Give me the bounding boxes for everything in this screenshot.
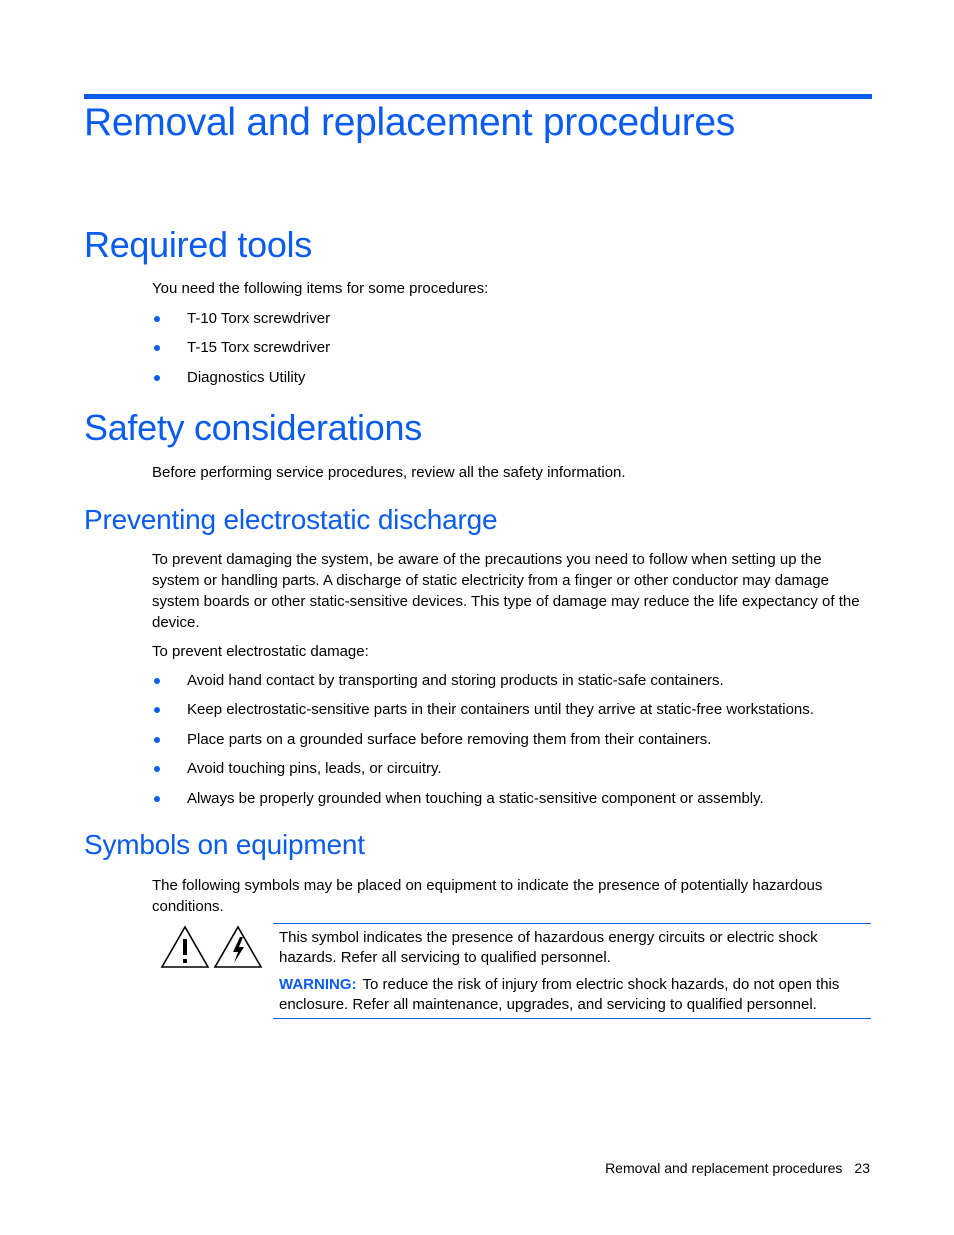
- bullet-icon: [154, 796, 160, 802]
- esd-paragraph: To prevent damaging the system, be aware of the precautions you need to follow when setting up the system or handling parts. A discharge of static electricity from a finger or other conductor may damage system boards or other static-sensitive devices. This type of damage may reduce the life expectancy of the device.: [152, 551, 860, 631]
- list-item: Keep electrostatic-sensitive parts in their containers until they arrive at static-free workstations.: [152, 699, 868, 720]
- page-footer: [605, 1158, 870, 1178]
- list-item: Diagnostics Utility: [152, 367, 868, 388]
- heading-preventing-esd: Preventing electrostatic discharge: [84, 504, 498, 535]
- esd-list-intro: To prevent electrostatic damage:: [152, 643, 369, 660]
- required-tools-intro: You need the following items for some procedures:: [152, 280, 489, 297]
- list-item: Place parts on a grounded surface before removing them from their containers.: [152, 729, 868, 750]
- bullet-icon: [154, 766, 160, 772]
- bullet-icon: [154, 678, 160, 684]
- list-item: T-10 Torx screwdriver: [152, 308, 868, 329]
- chapter-title: Removal and replacement procedures: [84, 101, 735, 144]
- electric-shock-icon: [212, 925, 264, 971]
- heading-safety-considerations: Safety considerations: [84, 407, 422, 448]
- footer-section-name: Removal and replacement procedures: [605, 1160, 843, 1176]
- bullet-icon: [154, 316, 160, 322]
- bullet-icon: [154, 737, 160, 743]
- chapter-top-rule: [84, 94, 872, 99]
- warning-note: [279, 975, 865, 1015]
- list-item: Always be properly grounded when touching a static-sensitive component or assembly.: [152, 788, 868, 809]
- symbol-note-box: [273, 923, 871, 1019]
- heading-required-tools: Required tools: [84, 224, 312, 265]
- hazard-symbols: [160, 925, 264, 971]
- warning-label: WARNING:: [279, 976, 357, 993]
- symbols-intro: The following symbols may be placed on equipment to indicate the presence of potentially hazardous conditions.: [152, 877, 823, 915]
- bullet-icon: [154, 345, 160, 351]
- bullet-icon: [154, 375, 160, 381]
- list-item: T-15 Torx screwdriver: [152, 337, 868, 358]
- warning-message: To reduce the risk of injury from electric shock hazards, do not open this enclosure. Refer all maintenance, upgrades, and servicing to qualified personnel.: [279, 976, 840, 1013]
- page-number: 23: [854, 1160, 870, 1176]
- bullet-icon: [154, 707, 160, 713]
- list-item: Avoid hand contact by transporting and storing products in static-safe containers.: [152, 670, 868, 691]
- safety-intro: Before performing service procedures, review all the safety information.: [152, 464, 626, 481]
- heading-symbols-on-equipment: Symbols on equipment: [84, 829, 365, 860]
- esd-precautions-list: [152, 670, 868, 817]
- list-item: Avoid touching pins, leads, or circuitry.: [152, 758, 868, 779]
- symbol-description: This symbol indicates the presence of hazardous energy circuits or electric shock hazards. Refer all servicing to qualified personnel.: [279, 929, 818, 966]
- required-tools-list: [152, 308, 868, 396]
